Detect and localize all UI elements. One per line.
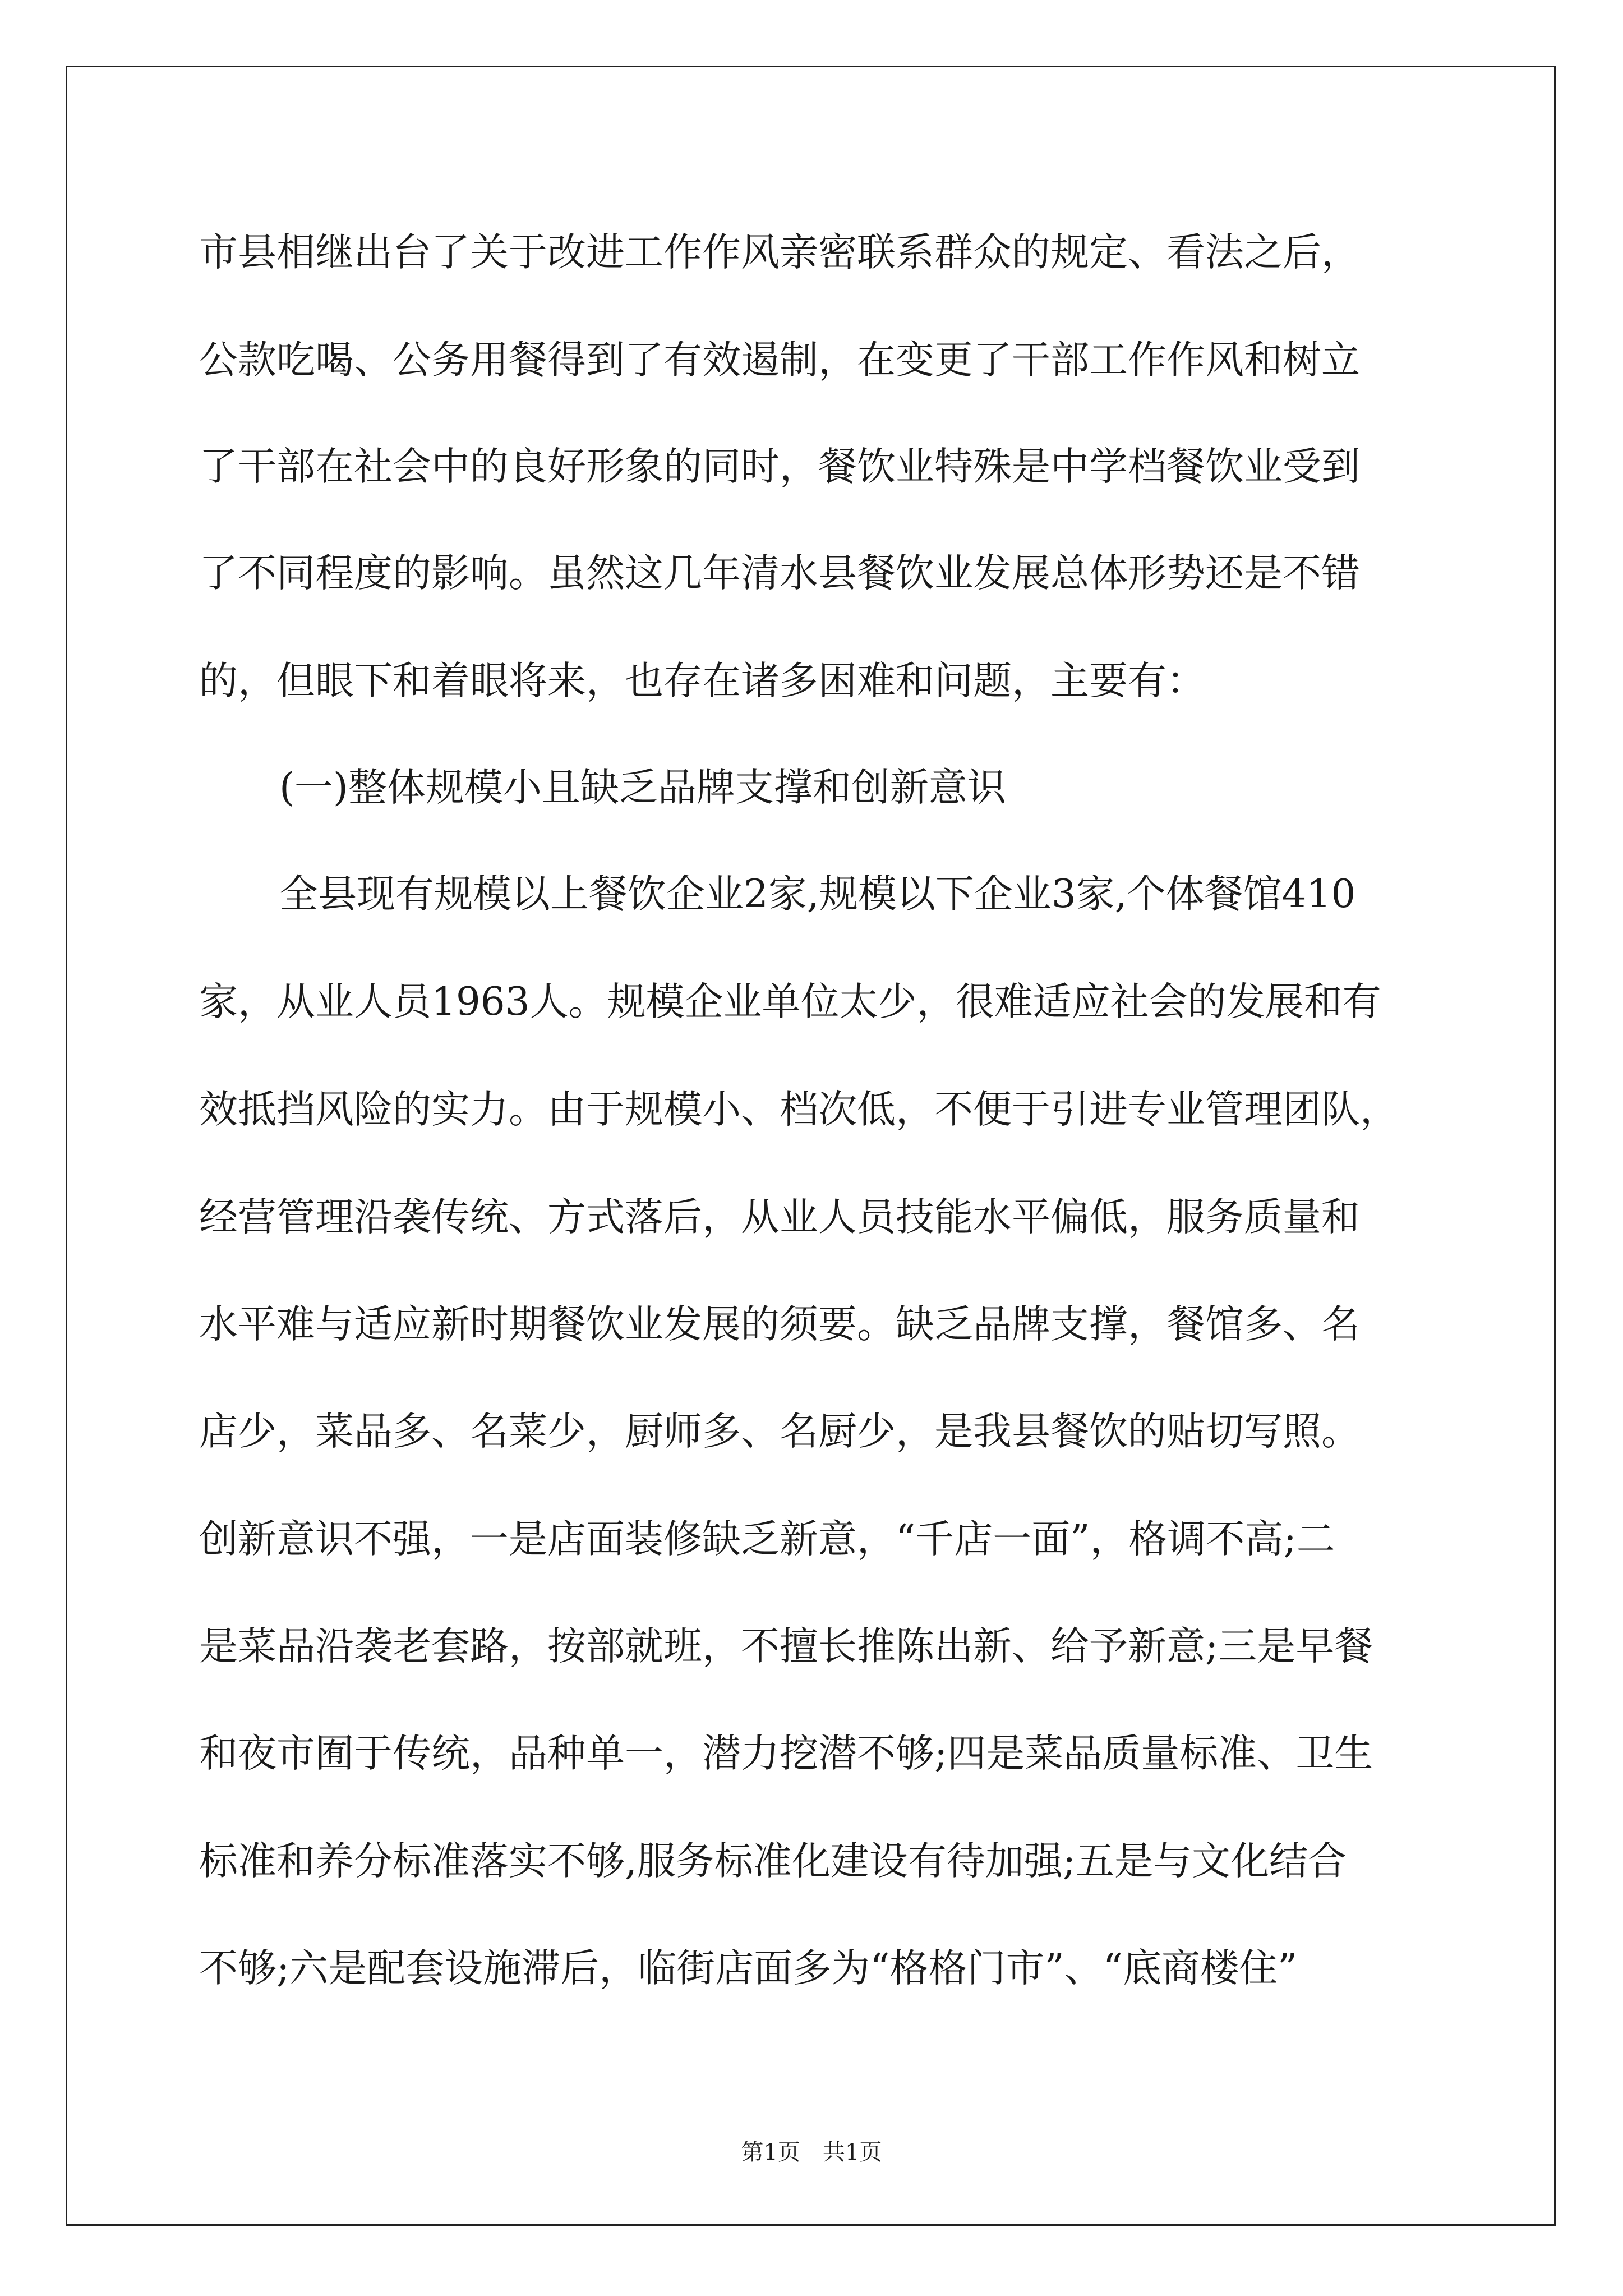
paragraph-line-17: 不够;六是配套设施滞后，临街店面多为“格格门市”、“底商楼住” — [199, 1946, 1298, 1991]
paragraph-line-9: 效抵挡风险的实力。由于规模小、档次低，不便于引进专业管理团队， — [199, 1087, 1399, 1132]
paragraph-line-13: 创新意识不强，一是店面装修缺乏新意，“千店一面”，格调不高;二 — [199, 1517, 1335, 1562]
page-number: 第1页 — [741, 2139, 800, 2165]
page-border — [66, 66, 1556, 2226]
paragraph-line-4: 了不同程度的影响。虽然这几年清水县餐饮业发展总体形势还是不错 — [199, 551, 1360, 596]
paragraph-line-5: 的，但眼下和着眼将来，也存在诸多困难和问题，主要有： — [199, 659, 1205, 703]
section-heading: (一)整体规模小且缺乏品牌支撑和创新意识 — [279, 765, 1006, 810]
paragraph-line-3: 了干部在社会中的良好形象的同时，餐饮业特殊是中学档餐饮业受到 — [199, 444, 1360, 489]
paragraph-line-12: 店少，菜品多、名菜少，厨师多、名厨少，是我县餐饮的贴切写照。 — [199, 1409, 1360, 1454]
paragraph-line-8: 家，从业人员1963人。规模企业单位太少，很难适应社会的发展和有 — [199, 979, 1381, 1024]
paragraph-line-10: 经营管理沿袭传统、方式落后，从业人员技能水平偏低，服务质量和 — [199, 1195, 1360, 1240]
total-pages: 共1页 — [823, 2139, 882, 2165]
paragraph-line-14: 是菜品沿袭老套路，按部就班，不擅长推陈出新、给予新意;三是早餐 — [199, 1624, 1373, 1669]
page-footer — [0, 2138, 1623, 2166]
paragraph-line-15: 和夜市囿于传统，品种单一，潜力挖潜不够;四是菜品质量标准、卫生 — [199, 1731, 1373, 1776]
paragraph-line-16: 标准和养分标准落实不够,服务标准化建设有待加强;五是与文化结合 — [199, 1839, 1347, 1884]
paragraph-line-2: 公款吃喝、公务用餐得到了有效遏制，在变更了干部工作作风和树立 — [199, 338, 1360, 383]
paragraph-line-7: 全县现有规模以上餐饮企业2家,规模以下企业3家,个体餐馆410 — [279, 872, 1356, 917]
paragraph-line-1: 市县相继出台了关于改进工作作风亲密联系群众的规定、看法之后， — [199, 230, 1360, 275]
paragraph-line-11: 水平难与适应新时期餐饮业发展的须要。缺乏品牌支撑，餐馆多、名 — [199, 1302, 1360, 1347]
